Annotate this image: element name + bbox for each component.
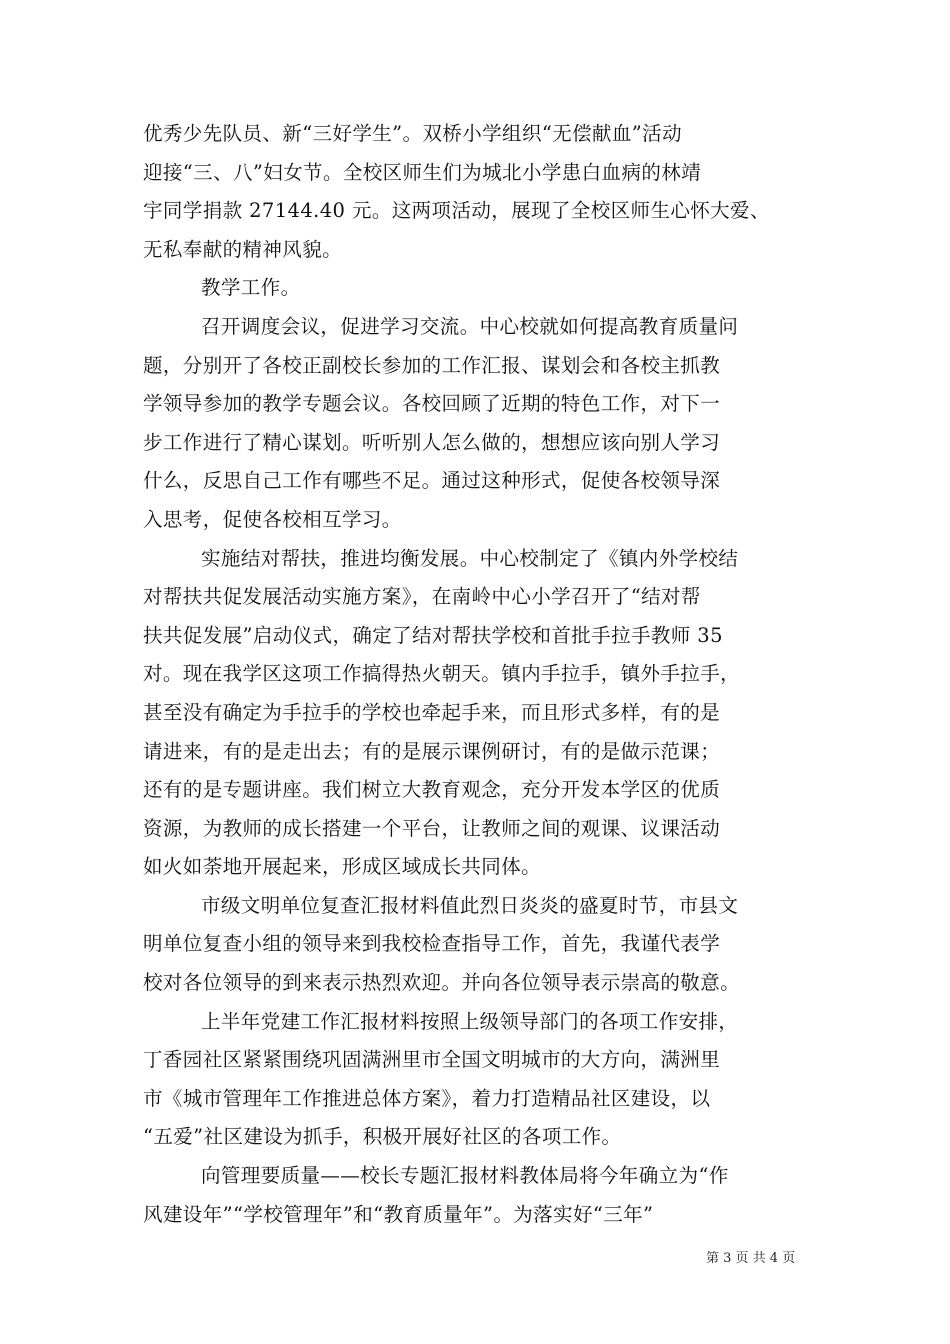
- text-line: 什么，反思自己工作有哪些不足。通过这种形式，促使各校领导深: [143, 469, 721, 493]
- text-line: 还有的是专题讲座。我们树立大教育观念，充分开发本学区的优质: [143, 778, 721, 802]
- text-line: 向管理要质量——校长专题汇报材料教体局将今年确立为“作: [201, 1164, 729, 1188]
- text-line: 甚至没有确定为手拉手的学校也牵起手来，而且形式多样，有的是: [143, 700, 721, 724]
- text-line: 实施结对帮扶，推进均衡发展。中心校制定了《镇内外学校结: [201, 546, 739, 570]
- document-body: [143, 115, 813, 1234]
- text-line: 上半年党建工作汇报材料按照上级领导部门的各项工作安排，: [201, 1009, 739, 1033]
- text-line: 无私奉献的精神风貌。: [143, 237, 343, 261]
- page-number: 第 3 页 共 4 页: [706, 1251, 796, 1266]
- text-line: 校对各位领导的到来表示热烈欢迎。并向各位领导表示崇高的敬意。: [143, 971, 741, 995]
- text-line: 市级文明单位复查汇报材料值此烈日炎炎的盛夏时节，市县文: [201, 893, 739, 917]
- section-heading: 教学工作。: [201, 276, 301, 300]
- text-line: 对帮扶共促发展活动实施方案》，在南岭中心小学召开了“结对帮: [143, 585, 701, 609]
- text-line: 请进来，有的是走出去；有的是展示课例研讨，有的是做示范课；: [143, 739, 721, 763]
- text-line: 优秀少先队员、新“三好学生”。双桥小学组织“无偿献血”活动: [143, 122, 682, 145]
- text-line: 风建设年”“学校管理年”和“教育质量年”。为落实好“三年”: [143, 1202, 654, 1226]
- text-line: 市《城市管理年工作推进总体方案》，着力打造精品社区建设，以: [143, 1086, 711, 1110]
- text-line: 学领导参加的教学专题会议。各校回顾了近期的特色工作，对下一: [143, 392, 721, 416]
- text-line: 步工作进行了精心谋划。听听别人怎么做的，想想应该向别人学习: [143, 430, 721, 454]
- text-line: 扶共促发展”启动仪式，确定了结对帮扶学校和首批手拉手教师 35: [143, 623, 723, 647]
- text-line: 丁香园社区紧紧围绕巩固满洲里市全国文明城市的大方向，满洲里: [143, 1048, 721, 1072]
- text-line: 题，分别开了各校正副校长参加的工作汇报、谋划会和各校主抓教: [143, 353, 721, 377]
- text-line: “五爱”社区建设为抓手，积极开展好社区的各项工作。: [143, 1125, 622, 1149]
- text-line: 明单位复查小组的领导来到我校检查指导工作，首先，我谨代表学: [143, 932, 721, 956]
- text-line: 如火如荼地开展起来，形成区域成长共同体。: [143, 855, 542, 879]
- text-line: 对。现在我学区这项工作搞得热火朝天。镇内手拉手，镇外手拉手，: [143, 662, 741, 686]
- text-line: 资源，为教师的成长搭建一个平台，让教师之间的观课、议课活动: [143, 816, 721, 840]
- text-line: 宇同学捐款 27144.40 元。这两项活动，展现了全校区师生心怀大爱、: [143, 199, 770, 223]
- text-line: 入思考，促使各校相互学习。: [143, 507, 402, 531]
- text-line: 迎接“三、八”妇女节。全校区师生们为城北小学患白血病的林靖: [143, 160, 702, 184]
- text-line: 召开调度会议，促进学习交流。中心校就如何提高教育质量问: [201, 314, 739, 338]
